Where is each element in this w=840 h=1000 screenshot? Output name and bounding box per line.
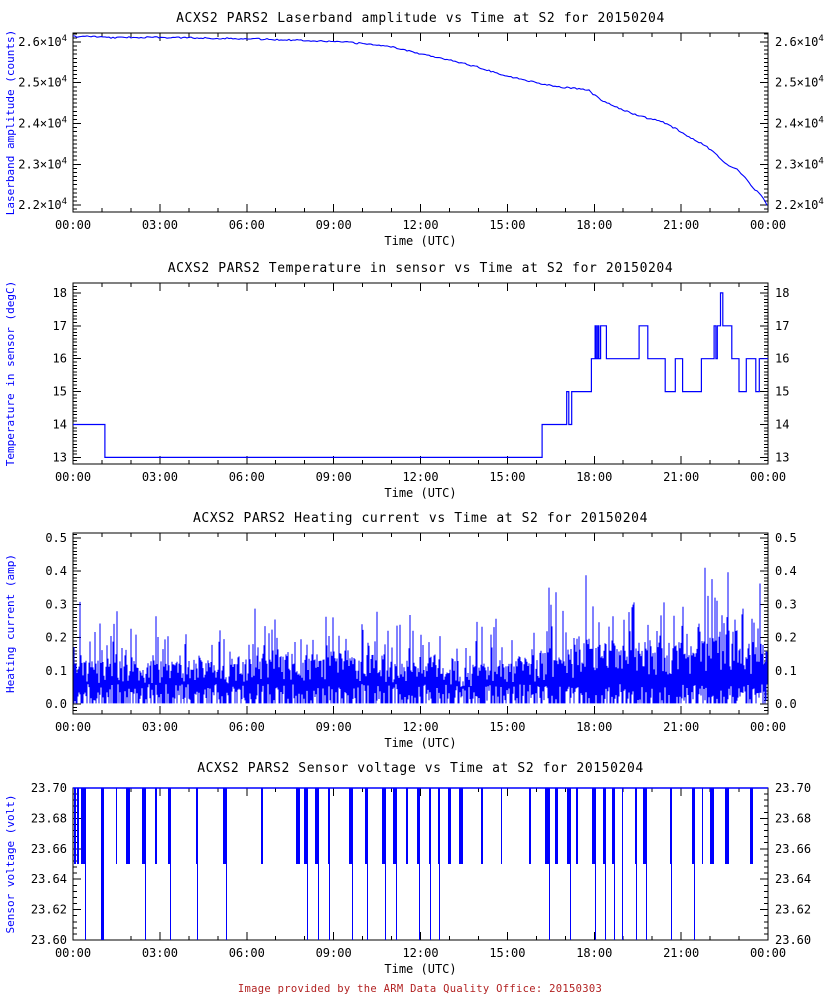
voltage-drop-line [307, 788, 308, 940]
y-tick-label: 0.3 [775, 597, 797, 612]
y-tick-label: $2.3\times 10^4$ [18, 156, 67, 172]
voltage-dip-bar [81, 788, 85, 864]
x-tick-label: 00:00 [54, 720, 92, 734]
voltage-dip-bar [710, 788, 714, 864]
voltage-drop-line [595, 788, 596, 940]
x-tick-label: 12:00 [402, 470, 439, 484]
voltage-dip-bar [77, 788, 79, 864]
voltage-dip-bar [223, 788, 226, 864]
y-tick-label: 23.64 [30, 872, 67, 887]
plot-title: ACXS2 PARS2 Laserband amplitude vs Time at S2 for 20150204 [176, 11, 665, 26]
voltage-dip-bar [74, 788, 76, 864]
voltage-drop-line [396, 788, 397, 940]
voltage-dip-bar [592, 788, 595, 864]
x-tick-label: 12:00 [402, 946, 439, 960]
voltage-dip-bar [643, 788, 646, 864]
x-axis-label: Time (UTC) [384, 234, 457, 248]
voltage-drop-line [85, 788, 86, 940]
voltage-dip-bar [438, 788, 439, 864]
x-tick-label: 09:00 [315, 218, 352, 232]
y-tick-label: 16 [775, 351, 790, 366]
voltage-dip-bar [622, 788, 623, 940]
axes-frame [73, 283, 768, 464]
x-tick-label: 06:00 [228, 218, 265, 232]
axes-frame [73, 788, 768, 940]
voltage-dip-bar [670, 788, 671, 864]
y-tick-label: 15 [52, 384, 67, 399]
data-series [73, 293, 768, 458]
y-tick-label: $2.2\times 10^4$ [18, 197, 67, 213]
sensor-temperature-plot [0, 250, 840, 500]
y-axis-label: Sensor voltage (volt) [4, 794, 17, 934]
y-tick-label: $2.3\times 10^4$ [775, 156, 824, 172]
y-tick-label: 17 [775, 318, 790, 333]
x-tick-label: 03:00 [141, 470, 178, 484]
y-tick-label: $2.4\times 10^4$ [18, 115, 67, 131]
y-tick-label: 17 [52, 318, 67, 333]
x-tick-label: 18:00 [576, 720, 613, 734]
y-tick-label: 23.70 [30, 781, 67, 795]
voltage-dip-bar [545, 788, 549, 864]
y-tick-label: 23.62 [775, 902, 812, 917]
x-tick-label: 00:00 [749, 470, 787, 484]
voltage-dip-bar [417, 788, 419, 864]
x-tick-label: 06:00 [228, 720, 265, 734]
laserband-amplitude-plot [0, 0, 840, 250]
y-tick-label: 18 [52, 285, 67, 300]
voltage-dip-bar [155, 788, 157, 864]
voltage-dip-bar [315, 788, 318, 864]
y-tick-label: 13 [52, 450, 67, 465]
y-tick-label: 23.62 [30, 902, 67, 917]
voltage-dip-bar [304, 788, 307, 864]
voltage-drop-line [329, 788, 330, 940]
y-tick-label: 16 [52, 351, 67, 366]
y-tick-label: 0.4 [775, 564, 797, 579]
voltage-drop-line [605, 788, 606, 940]
x-tick-label: 15:00 [489, 218, 526, 232]
x-tick-label: 09:00 [315, 946, 352, 960]
voltage-drop-line [694, 788, 695, 940]
temperature-steps [73, 293, 768, 458]
voltage-drop-line [419, 788, 420, 940]
y-tick-label: $2.6\times 10^4$ [18, 33, 67, 49]
x-tick-label: 00:00 [749, 218, 787, 232]
data-series [73, 788, 768, 940]
x-tick-label: 03:00 [141, 946, 178, 960]
x-tick-label: 03:00 [141, 218, 178, 232]
voltage-dip-bar [529, 788, 531, 864]
voltage-dip-bar [750, 788, 753, 864]
laserband-curve [73, 36, 767, 206]
voltage-drop-line [430, 788, 431, 940]
y-axis-label: Heating current (amp) [4, 553, 17, 694]
voltage-dip-bar [459, 788, 463, 864]
voltage-drop-line [318, 788, 319, 940]
x-tick-label: 21:00 [663, 470, 700, 484]
y-tick-label: 14 [775, 417, 790, 432]
y-tick-label: 0.5 [45, 530, 67, 545]
y-tick-label: $2.4\times 10^4$ [775, 115, 824, 131]
voltage-drop-line [170, 788, 171, 940]
plot-title: ACXS2 PARS2 Temperature in sensor vs Time at S2 for 20150204 [167, 261, 674, 276]
voltage-drop-line [226, 788, 227, 940]
y-tick-label: 23.66 [775, 841, 812, 856]
voltage-dip-bar [692, 788, 694, 864]
voltage-dip-bar [725, 788, 729, 864]
y-tick-label: $2.5\times 10^4$ [775, 74, 824, 90]
voltage-drop-line [636, 788, 637, 940]
x-tick-label: 18:00 [576, 470, 613, 484]
voltage-drop-line [385, 788, 386, 940]
voltage-drop-line [671, 788, 672, 940]
y-tick-label: 0.1 [45, 663, 67, 678]
voltage-dip-bar [635, 788, 636, 864]
heating-current-spikes [74, 568, 767, 704]
y-tick-label: 18 [775, 285, 790, 300]
y-tick-label: 23.60 [775, 933, 812, 947]
y-tick-label: 23.60 [30, 933, 67, 947]
voltage-dip-bar [576, 788, 578, 864]
data-series [74, 568, 767, 704]
heating-current-plot [0, 500, 840, 750]
voltage-dip-bar [448, 788, 451, 864]
x-axis-label: Time (UTC) [384, 736, 457, 750]
x-tick-label: 00:00 [54, 470, 92, 484]
x-axis-label: Time (UTC) [384, 962, 457, 976]
voltage-drop-line [439, 788, 440, 940]
plot-frame [73, 283, 768, 464]
voltage-dip-bar [116, 788, 117, 864]
voltage-drop-line [352, 788, 353, 940]
voltage-drop-line [197, 788, 198, 940]
voltage-dip-bar [393, 788, 396, 864]
footer-credit: Image provided by the ARM Data Quality Office: 20150303 [237, 983, 603, 995]
voltage-dip-bar [382, 788, 385, 864]
y-tick-label: 0.4 [45, 564, 67, 579]
x-tick-label: 15:00 [489, 946, 526, 960]
y-tick-label: $2.6\times 10^4$ [775, 33, 824, 49]
voltage-dip-bar [501, 788, 502, 864]
y-tick-label: $2.5\times 10^4$ [18, 74, 67, 90]
x-tick-label: 03:00 [141, 720, 178, 734]
x-tick-label: 12:00 [402, 218, 439, 232]
x-tick-label: 21:00 [663, 720, 700, 734]
x-tick-label: 15:00 [489, 720, 526, 734]
sensor-voltage-plot [0, 750, 840, 1000]
plot-title: ACXS2 PARS2 Sensor voltage vs Time at S2 for 20150204 [197, 761, 644, 776]
x-tick-label: 15:00 [489, 470, 526, 484]
x-tick-label: 06:00 [228, 946, 265, 960]
voltage-dip-bar [196, 788, 197, 864]
voltage-dip-bar [481, 788, 483, 864]
x-tick-label: 21:00 [663, 218, 700, 232]
y-tick-label: 23.68 [30, 811, 67, 826]
x-tick-label: 00:00 [749, 946, 787, 960]
voltage-drop-line [367, 788, 368, 940]
y-tick-label: 23.70 [775, 781, 812, 795]
plot-title: ACXS2 PARS2 Heating current vs Time at S2 for 20150204 [192, 511, 649, 526]
x-tick-label: 21:00 [663, 946, 700, 960]
voltage-dip-bar [328, 788, 329, 864]
y-tick-label: 0.2 [45, 630, 67, 645]
x-tick-label: 00:00 [54, 946, 92, 960]
voltage-dip-bar [296, 788, 300, 864]
voltage-dip-bar [168, 788, 170, 864]
voltage-dip-bar [603, 788, 605, 864]
y-tick-label: 0.5 [775, 530, 797, 545]
x-tick-label: 18:00 [576, 218, 613, 232]
voltage-drop-line [549, 788, 550, 940]
plot-frame [73, 788, 768, 940]
y-tick-label: 23.66 [30, 841, 67, 856]
voltage-drop-line [646, 788, 647, 940]
y-tick-label: 15 [775, 384, 790, 399]
y-tick-label: 23.64 [775, 872, 812, 887]
y-tick-label: 0.0 [775, 697, 797, 712]
y-tick-label: 0.3 [45, 597, 67, 612]
y-axis-label: Laserband amplitude (counts) [4, 29, 17, 216]
voltage-dip-bar [365, 788, 367, 864]
voltage-dip-bar [349, 788, 352, 864]
y-axis-label: Temperature in sensor (degC) [4, 280, 17, 467]
y-tick-label: 13 [775, 450, 790, 465]
voltage-dip-bar [702, 788, 703, 864]
voltage-dip-bar [406, 788, 408, 864]
voltage-dip-bar [567, 788, 570, 864]
x-tick-label: 09:00 [315, 720, 352, 734]
y-tick-label: 0.0 [45, 697, 67, 712]
x-tick-label: 00:00 [54, 218, 92, 232]
voltage-dip-bar [261, 788, 263, 864]
data-series [73, 36, 767, 206]
x-tick-label: 09:00 [315, 470, 352, 484]
voltage-dip-bar [101, 788, 104, 940]
x-tick-label: 00:00 [749, 720, 787, 734]
x-tick-label: 18:00 [576, 946, 613, 960]
voltage-dip-bar [126, 788, 130, 864]
voltage-dip-bar [612, 788, 614, 864]
y-tick-label: 23.68 [775, 811, 812, 826]
x-tick-label: 06:00 [228, 470, 265, 484]
voltage-dip-bar [429, 788, 430, 864]
voltage-drop-line [570, 788, 571, 940]
y-tick-label: 0.2 [775, 630, 797, 645]
voltage-drop-line [145, 788, 146, 940]
x-tick-label: 12:00 [402, 720, 439, 734]
y-tick-label: 0.1 [775, 663, 797, 678]
voltage-drop-line [614, 788, 615, 940]
y-tick-label: $2.2\times 10^4$ [775, 197, 824, 213]
x-axis-label: Time (UTC) [384, 486, 457, 500]
voltage-dip-bar [555, 788, 558, 864]
y-tick-label: 14 [52, 417, 67, 432]
voltage-dip-bar [142, 788, 145, 864]
